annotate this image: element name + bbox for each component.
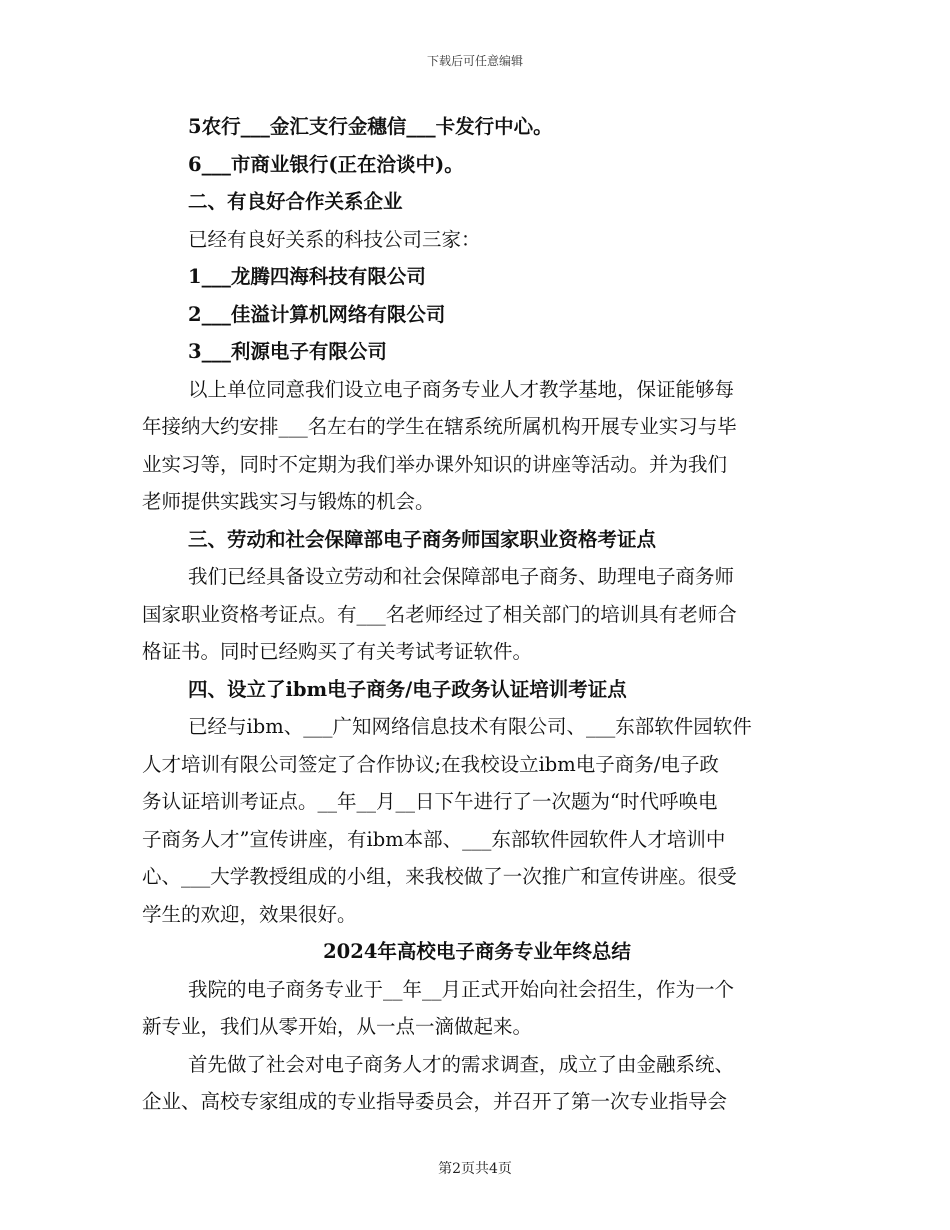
text-line: 子商务人才”宣传讲座，有ibm本部、___东部软件园软件人才培训中	[142, 827, 726, 851]
text-line: 四、设立了ibm电子商务/电子政务认证培训考证点	[188, 677, 627, 701]
text-line: 我们已经具备设立劳动和社会保障部电子商务、助理电子商务师	[188, 565, 735, 588]
text-line: 心、___大学教授组成的小组，来我校做了一次推广和宣传讲座。很受	[142, 865, 737, 888]
text-line: 三、劳动和社会保障部电子商务师国家职业资格考证点	[188, 527, 657, 551]
text-line: 5农行___金汇支行金穗信___卡发行中心。	[188, 115, 553, 138]
text-line: 2024年高校电子商务专业年终总结	[323, 940, 631, 963]
page-header: 下载后可任意编辑	[426, 54, 523, 68]
text-line: 老师提供实践实习与锻炼的机会。	[142, 490, 435, 513]
text-line: 人才培训有限公司签定了合作协议;在我校设立ibm电子商务/电子政	[142, 752, 719, 776]
text-line: 格证书。同时已经购买了有关考试考证软件。	[142, 640, 533, 663]
text-line: 企业、高校专家组成的专业指导委员会，并召开了第一次专业指导会	[142, 1090, 728, 1113]
text-line: 1___龙腾四海科技有限公司	[188, 265, 426, 288]
text-line: 3___利源电子有限公司	[188, 340, 387, 363]
text-line: 首先做了社会对电子商务人才的需求调查，成立了由金融系统、	[188, 1052, 735, 1076]
page-number: 第2页共4页	[438, 1161, 512, 1177]
text-line: 新专业，我们从零开始，从一点一滴做起来。	[142, 1015, 533, 1038]
text-line: 务认证培训考证点。__年__月__日下午进行了一次题为“时代呼唤电	[142, 790, 718, 813]
document-body	[142, 108, 812, 1121]
text-line: 以上单位同意我们设立电子商务专业人才教学基地，保证能够每	[188, 377, 735, 401]
text-line: 6___市商业银行(正在洽谈中)。	[188, 152, 464, 176]
text-line: 二、有良好合作关系企业	[188, 190, 403, 213]
text-line: 已经与ibm、___广知网络信息技术有限公司、___东部软件园软件	[188, 715, 752, 738]
text-line: 我院的电子商务专业于__年__月正式开始向社会招生，作为一个	[188, 977, 735, 1001]
text-line: 业实习等，同时不定期为我们举办课外知识的讲座等活动。并为我们	[142, 452, 728, 476]
text-line: 2___佳溢计算机网络有限公司	[188, 302, 446, 326]
text-line: 已经有良好关系的科技公司三家：	[188, 227, 481, 251]
text-line: 年接纳大约安排___名左右的学生在辖系统所属机构开展专业实习与毕	[142, 415, 737, 438]
text-line: 国家职业资格考证点。有___名老师经过了相关部门的培训具有老师合	[142, 602, 737, 626]
text-line: 学生的欢迎，效果很好。	[142, 902, 357, 926]
